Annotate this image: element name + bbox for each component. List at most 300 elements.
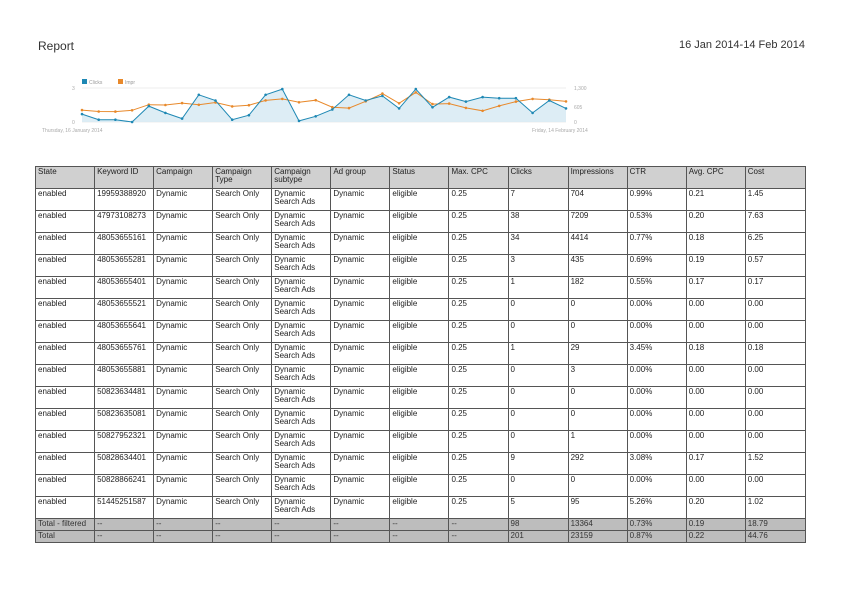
report-date-range: 16 Jan 2014-14 Feb 2014 — [679, 39, 805, 51]
impr-data-point — [431, 103, 434, 106]
table-cell: Dynamic Search Ads — [272, 497, 331, 519]
table-cell: 0 — [508, 321, 568, 343]
table-cell: Dynamic Search Ads — [272, 189, 331, 211]
total-cell: -- — [154, 531, 213, 543]
total-cell: Total - filtered — [36, 519, 95, 531]
table-row — [36, 321, 806, 343]
total-cell: -- — [213, 519, 272, 531]
table-cell: Dynamic — [154, 343, 213, 365]
table-cell: 0.25 — [449, 497, 508, 519]
clicks-data-point — [164, 112, 167, 115]
table-row — [36, 277, 806, 299]
table-cell: 0 — [568, 475, 627, 497]
table-cell: Search Only — [213, 321, 272, 343]
table-cell: 0.25 — [449, 475, 508, 497]
table-cell: 0.00 — [745, 321, 805, 343]
table-cell: Search Only — [213, 475, 272, 497]
table-cell: Dynamic Search Ads — [272, 233, 331, 255]
table-cell: 0 — [568, 387, 627, 409]
table-cell: 19959388920 — [95, 189, 154, 211]
table-cell: 4414 — [568, 233, 627, 255]
table-cell: Search Only — [213, 387, 272, 409]
table-cell: Dynamic Search Ads — [272, 409, 331, 431]
table-cell: Search Only — [213, 453, 272, 475]
table-cell: 51445251587 — [95, 497, 154, 519]
table-cell: eligible — [390, 387, 449, 409]
table-cell: 1 — [508, 277, 568, 299]
column-header: Keyword ID — [95, 167, 154, 189]
table-cell: 0 — [508, 409, 568, 431]
table-row — [36, 255, 806, 277]
impr-data-point — [465, 107, 468, 110]
table-cell: 0.18 — [686, 233, 745, 255]
table-cell: Dynamic Search Ads — [272, 475, 331, 497]
table-cell: Search Only — [213, 233, 272, 255]
table-cell: 0.20 — [686, 211, 745, 233]
table-cell: eligible — [390, 365, 449, 387]
table-cell: Dynamic — [154, 299, 213, 321]
table-cell: eligible — [390, 233, 449, 255]
table-cell: 0.17 — [686, 277, 745, 299]
table-cell: 48053655881 — [95, 365, 154, 387]
table-cell: 0.20 — [686, 497, 745, 519]
table-cell: 0.17 — [686, 453, 745, 475]
table-cell: 0.19 — [686, 255, 745, 277]
column-header: CTR — [627, 167, 686, 189]
column-header: Cost — [745, 167, 805, 189]
clicks-data-point — [565, 107, 568, 110]
table-cell: 0.25 — [449, 189, 508, 211]
total-cell: -- — [154, 519, 213, 531]
impr-data-point — [164, 104, 167, 107]
table-cell: Dynamic Search Ads — [272, 453, 331, 475]
total-cell: -- — [272, 531, 331, 543]
table-cell: Dynamic — [154, 321, 213, 343]
table-cell: Dynamic — [154, 211, 213, 233]
table-cell: 0.00 — [745, 387, 805, 409]
table-cell: 5 — [508, 497, 568, 519]
table-cell: enabled — [36, 475, 95, 497]
table-cell: eligible — [390, 431, 449, 453]
total-cell: 0.22 — [686, 531, 745, 543]
clicks-data-point — [448, 96, 451, 99]
table-cell: 0 — [568, 321, 627, 343]
table-cell: enabled — [36, 189, 95, 211]
table-cell: 48053655641 — [95, 321, 154, 343]
table-cell: 1.52 — [745, 453, 805, 475]
table-cell: Dynamic — [154, 475, 213, 497]
table-cell: 0 — [508, 475, 568, 497]
total-cell: -- — [449, 519, 508, 531]
total-cell: -- — [95, 531, 154, 543]
table-cell: 0.57 — [745, 255, 805, 277]
column-header: Impressions — [568, 167, 627, 189]
column-header: State — [36, 167, 95, 189]
table-cell: 0.18 — [745, 343, 805, 365]
table-cell: eligible — [390, 475, 449, 497]
table-cell: 0.69% — [627, 255, 686, 277]
table-cell: 0.00% — [627, 299, 686, 321]
table-cell: Dynamic Search Ads — [272, 255, 331, 277]
table-cell: eligible — [390, 497, 449, 519]
report-title: Report — [38, 39, 75, 53]
impr-data-point — [231, 105, 234, 108]
table-cell: 0.00 — [686, 475, 745, 497]
total-row — [36, 519, 806, 531]
table-cell: 435 — [568, 255, 627, 277]
table-cell: 48053655161 — [95, 233, 154, 255]
total-cell: 0.73% — [627, 519, 686, 531]
table-cell: 29 — [568, 343, 627, 365]
table-cell: 3.08% — [627, 453, 686, 475]
table-cell: 0.21 — [686, 189, 745, 211]
column-header: Campaign Type — [213, 167, 272, 189]
table-cell: Dynamic Search Ads — [272, 299, 331, 321]
table-cell: Dynamic Search Ads — [272, 343, 331, 365]
clicks-data-point — [465, 100, 468, 103]
table-cell: Dynamic — [331, 233, 390, 255]
clicks-data-point — [331, 108, 334, 111]
clicks-data-point — [97, 118, 100, 121]
table-cell: 1.02 — [745, 497, 805, 519]
clicks-data-point — [548, 99, 551, 102]
table-cell: Dynamic — [331, 365, 390, 387]
legend-label: Clicks — [89, 80, 103, 86]
table-row — [36, 233, 806, 255]
clicks-data-point — [298, 120, 301, 123]
impr-data-point — [198, 104, 201, 107]
clicks-data-point — [248, 114, 251, 117]
table-cell: enabled — [36, 365, 95, 387]
table-cell: 704 — [568, 189, 627, 211]
table-cell: Dynamic — [331, 453, 390, 475]
column-header: Campaign subtype — [272, 167, 331, 189]
total-cell: -- — [272, 519, 331, 531]
impr-data-point — [398, 102, 401, 105]
table-cell: Search Only — [213, 409, 272, 431]
clicks-area — [82, 89, 566, 122]
table-cell: enabled — [36, 431, 95, 453]
table-cell: 95 — [568, 497, 627, 519]
table-cell: 48053655401 — [95, 277, 154, 299]
y-left-tick-label: 0 — [72, 120, 75, 126]
table-cell: Search Only — [213, 343, 272, 365]
legend-swatch — [118, 79, 123, 84]
table-cell: Dynamic — [331, 497, 390, 519]
table-cell: 0.25 — [449, 431, 508, 453]
table-cell: Dynamic — [154, 497, 213, 519]
table-cell: Dynamic — [331, 211, 390, 233]
table-cell: Search Only — [213, 255, 272, 277]
clicks-data-point — [114, 118, 117, 121]
table-cell: eligible — [390, 255, 449, 277]
table-cell: 1 — [508, 343, 568, 365]
table-cell: 0 — [508, 431, 568, 453]
report-table — [35, 166, 806, 543]
table-cell: 0.25 — [449, 211, 508, 233]
x-end-label: Friday, 14 February 2014 — [532, 128, 588, 134]
table-cell: enabled — [36, 211, 95, 233]
table-cell: eligible — [390, 211, 449, 233]
table-cell: 0 — [508, 387, 568, 409]
table-cell: 7209 — [568, 211, 627, 233]
table-row — [36, 189, 806, 211]
clicks-data-point — [131, 121, 134, 124]
table-cell: 0.00 — [686, 409, 745, 431]
table-cell: 0.00 — [686, 431, 745, 453]
impr-data-point — [298, 101, 301, 104]
table-cell: 48053655281 — [95, 255, 154, 277]
table-cell: 34 — [508, 233, 568, 255]
impr-data-point — [181, 102, 184, 105]
table-cell: Search Only — [213, 299, 272, 321]
impr-data-point — [531, 98, 534, 101]
table-cell: 0.99% — [627, 189, 686, 211]
legend-label: Impr — [125, 80, 135, 86]
impr-data-point — [81, 109, 84, 112]
total-cell: Total — [36, 531, 95, 543]
table-cell: 0 — [508, 365, 568, 387]
total-cell: 0.19 — [686, 519, 745, 531]
table-cell: enabled — [36, 453, 95, 475]
column-header: Ad group — [331, 167, 390, 189]
table-cell: eligible — [390, 453, 449, 475]
clicks-data-point — [81, 113, 84, 116]
table-row — [36, 497, 806, 519]
table-cell: enabled — [36, 497, 95, 519]
table-row — [36, 431, 806, 453]
total-cell: -- — [390, 519, 449, 531]
table-cell: 0.77% — [627, 233, 686, 255]
table-cell: Dynamic Search Ads — [272, 431, 331, 453]
table-cell: 0.25 — [449, 453, 508, 475]
total-row — [36, 531, 806, 543]
table-cell: 3 — [568, 365, 627, 387]
table-cell: eligible — [390, 189, 449, 211]
table-cell: 292 — [568, 453, 627, 475]
impr-data-point — [314, 99, 317, 102]
table-cell: 1.45 — [745, 189, 805, 211]
table-row — [36, 409, 806, 431]
table-cell: 0.25 — [449, 277, 508, 299]
table-cell: 0.00 — [686, 299, 745, 321]
table-row — [36, 211, 806, 233]
table-cell: Dynamic — [331, 189, 390, 211]
table-cell: Dynamic — [331, 343, 390, 365]
table-cell: eligible — [390, 343, 449, 365]
clicks-data-point — [531, 112, 534, 115]
table-cell: 7 — [508, 189, 568, 211]
table-cell: Search Only — [213, 365, 272, 387]
table-cell: 0.00% — [627, 387, 686, 409]
table-cell: eligible — [390, 321, 449, 343]
table-cell: Dynamic — [331, 431, 390, 453]
total-cell: 13364 — [568, 519, 627, 531]
table-cell: 0 — [568, 299, 627, 321]
table-cell: Dynamic — [154, 189, 213, 211]
impr-data-point — [264, 99, 267, 102]
table-cell: 1 — [568, 431, 627, 453]
table-cell: Dynamic — [154, 277, 213, 299]
clicks-data-point — [381, 95, 384, 98]
clicks-data-point — [364, 99, 367, 102]
table-cell: 0.00% — [627, 365, 686, 387]
table-cell: 3.45% — [627, 343, 686, 365]
table-cell: eligible — [390, 299, 449, 321]
table-cell: enabled — [36, 321, 95, 343]
clicks-data-point — [348, 94, 351, 97]
table-cell: enabled — [36, 343, 95, 365]
total-cell: 0.87% — [627, 531, 686, 543]
table-cell: enabled — [36, 409, 95, 431]
x-start-label: Thursday, 16 January 2014 — [42, 128, 103, 134]
impr-data-point — [248, 104, 251, 107]
table-cell: 0.25 — [449, 321, 508, 343]
impr-data-point — [348, 107, 351, 110]
table-cell: enabled — [36, 255, 95, 277]
table-cell: Search Only — [213, 189, 272, 211]
table-row — [36, 343, 806, 365]
table-cell: 0.25 — [449, 365, 508, 387]
column-header: Clicks — [508, 167, 568, 189]
table-cell: Dynamic — [154, 387, 213, 409]
table-cell: 47973108273 — [95, 211, 154, 233]
table-row — [36, 475, 806, 497]
table-row — [36, 365, 806, 387]
impr-data-point — [565, 100, 568, 103]
total-cell: -- — [449, 531, 508, 543]
table-cell: 182 — [568, 277, 627, 299]
table-cell: enabled — [36, 299, 95, 321]
table-cell: 7.63 — [745, 211, 805, 233]
table-cell: 5.26% — [627, 497, 686, 519]
y-right-tick-label: 0 — [574, 120, 577, 126]
table-cell: Dynamic Search Ads — [272, 365, 331, 387]
impr-data-point — [515, 100, 518, 103]
table-header-row — [36, 167, 806, 189]
table-cell: 0.00% — [627, 409, 686, 431]
performance-chart — [36, 74, 616, 136]
table-cell: Dynamic — [331, 409, 390, 431]
column-header: Max. CPC — [449, 167, 508, 189]
table-cell: 50828634401 — [95, 453, 154, 475]
table-row — [36, 387, 806, 409]
column-header: Avg. CPC — [686, 167, 745, 189]
total-cell: -- — [95, 519, 154, 531]
column-header: Status — [390, 167, 449, 189]
table-cell: 48053655521 — [95, 299, 154, 321]
table-cell: 0.00 — [745, 431, 805, 453]
table-cell: 0.25 — [449, 233, 508, 255]
impr-data-point — [281, 98, 284, 101]
clicks-data-point — [415, 88, 418, 91]
table-cell: enabled — [36, 387, 95, 409]
table-cell: 0.25 — [449, 343, 508, 365]
table-cell: Search Only — [213, 211, 272, 233]
table-cell: 0.25 — [449, 387, 508, 409]
total-cell: -- — [213, 531, 272, 543]
table-row — [36, 453, 806, 475]
clicks-data-point — [231, 118, 234, 121]
table-cell: 0.55% — [627, 277, 686, 299]
legend-swatch — [82, 79, 87, 84]
table-cell: 6.25 — [745, 233, 805, 255]
total-cell: -- — [390, 531, 449, 543]
table-cell: Dynamic — [154, 431, 213, 453]
table-cell: 38 — [508, 211, 568, 233]
clicks-data-point — [281, 88, 284, 91]
table-cell: Dynamic — [331, 475, 390, 497]
impr-data-point — [114, 110, 117, 113]
table-cell: 0 — [568, 409, 627, 431]
table-cell: eligible — [390, 277, 449, 299]
clicks-data-point — [214, 99, 217, 102]
y-right-tick-label: 605 — [574, 105, 583, 111]
table-cell: 0.00 — [686, 321, 745, 343]
table-cell: 0.25 — [449, 409, 508, 431]
table-cell: Dynamic — [154, 365, 213, 387]
impr-data-point — [381, 92, 384, 95]
table-cell: Dynamic Search Ads — [272, 321, 331, 343]
total-cell: 201 — [508, 531, 568, 543]
table-cell: Dynamic — [331, 387, 390, 409]
table-cell: 0 — [508, 299, 568, 321]
table-cell: enabled — [36, 233, 95, 255]
table-cell: Dynamic Search Ads — [272, 387, 331, 409]
table-cell: 0.00 — [745, 365, 805, 387]
total-cell: 98 — [508, 519, 568, 531]
table-cell: 0.00% — [627, 431, 686, 453]
table-cell: 3 — [508, 255, 568, 277]
total-cell: -- — [331, 519, 390, 531]
table-cell: 0.18 — [686, 343, 745, 365]
table-cell: Dynamic Search Ads — [272, 277, 331, 299]
y-left-tick-label: 3 — [72, 86, 75, 92]
table-cell: 0.25 — [449, 255, 508, 277]
table-cell: Dynamic — [154, 233, 213, 255]
total-cell: 44.76 — [745, 531, 805, 543]
table-cell: Dynamic — [154, 453, 213, 475]
table-cell: Search Only — [213, 277, 272, 299]
table-cell: 50823634481 — [95, 387, 154, 409]
clicks-data-point — [431, 106, 434, 109]
impr-data-point — [97, 110, 100, 113]
y-right-tick-label: 1,300 — [574, 86, 587, 92]
column-header: Campaign — [154, 167, 213, 189]
clicks-data-point — [264, 94, 267, 97]
table-cell: Dynamic — [331, 321, 390, 343]
clicks-data-point — [181, 117, 184, 120]
table-cell: 0.00 — [745, 409, 805, 431]
table-cell: eligible — [390, 409, 449, 431]
table-cell: 9 — [508, 453, 568, 475]
impr-data-point — [131, 109, 134, 112]
table-cell: Search Only — [213, 431, 272, 453]
table-cell: enabled — [36, 277, 95, 299]
table-cell: 0.00 — [686, 365, 745, 387]
clicks-data-point — [498, 97, 501, 100]
table-cell: Search Only — [213, 497, 272, 519]
total-cell: 18.79 — [745, 519, 805, 531]
clicks-data-point — [148, 105, 151, 108]
impr-data-point — [498, 105, 501, 108]
table-row — [36, 299, 806, 321]
clicks-data-point — [398, 107, 401, 110]
table-cell: 0.17 — [745, 277, 805, 299]
impr-data-point — [448, 102, 451, 105]
table-cell: 0.00 — [745, 475, 805, 497]
table-cell: 0.00 — [686, 387, 745, 409]
